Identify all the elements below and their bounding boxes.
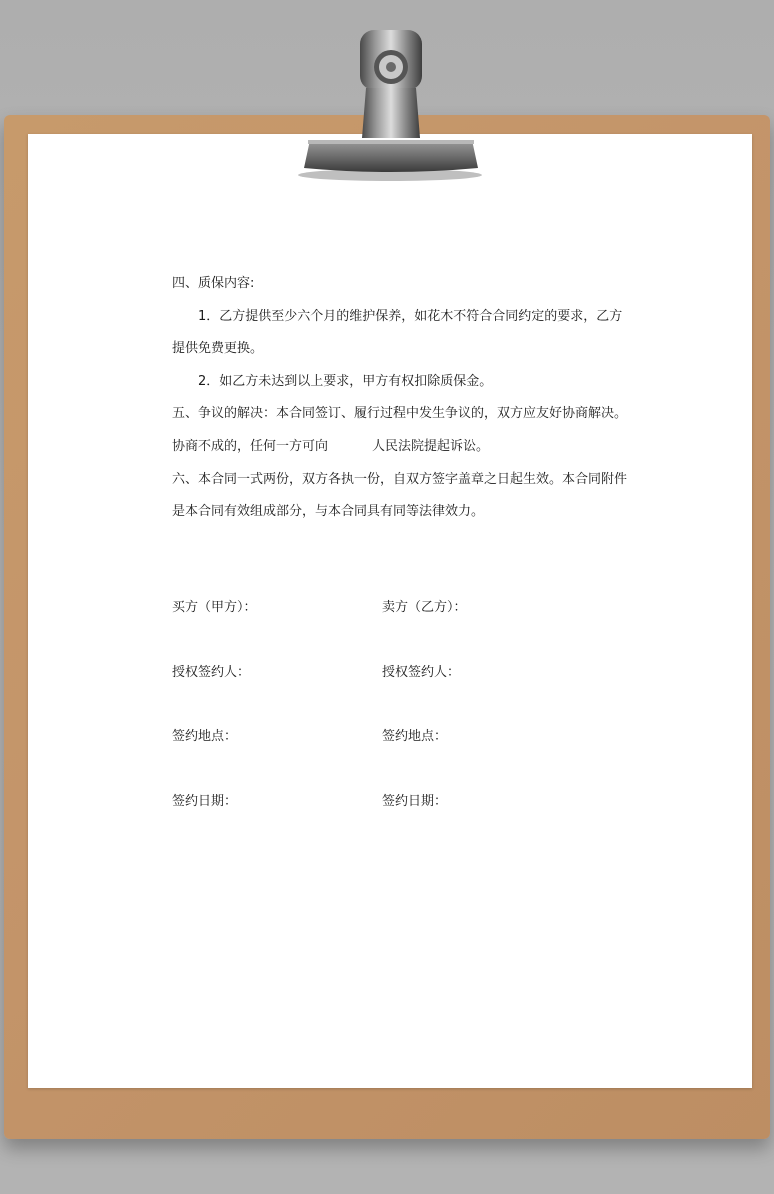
contract-body bbox=[172, 268, 628, 529]
section-6-line-2: 是本合同有效组成部分，与本合同具有同等法律效力。 bbox=[172, 504, 485, 520]
buyer-date-label: 签约日期： bbox=[172, 794, 238, 809]
buyer-place-label: 签约地点： bbox=[172, 729, 238, 744]
seller-place-label: 签约地点： bbox=[382, 729, 448, 744]
section-4-item-1-line-2: 提供免费更换。 bbox=[172, 341, 264, 357]
seller-label: 卖方（乙方）： bbox=[382, 600, 467, 615]
binder-clip-icon bbox=[0, 0, 774, 200]
section-5-line-2 bbox=[172, 431, 612, 464]
buyer-signatory-label: 授权签约人： bbox=[172, 665, 251, 680]
section-6-line-1: 六、本合同一式两份，双方各执一份，自双方签字盖章之日起生效。本合同附件 bbox=[172, 471, 628, 487]
section-4-title: 四、质保内容: bbox=[172, 276, 255, 291]
section-4-item-1-line-1: 1．乙方提供至少六个月的维护保养，如花木不符合合同约定的要求，乙方 bbox=[198, 308, 623, 324]
section-4-item-2: 2．如乙方未达到以上要求，甲方有权扣除质保金。 bbox=[198, 373, 493, 389]
seller-date-label: 签约日期： bbox=[382, 794, 448, 809]
section-5-line-2-end: 人民法院提起诉讼。 bbox=[372, 438, 490, 454]
seller-signatory-label: 授权签约人： bbox=[382, 665, 461, 680]
section-5-line-2-start: 协商不成的，任何一方可向 bbox=[172, 438, 329, 454]
buyer-label: 买方（甲方）： bbox=[172, 600, 257, 615]
section-5-line-1: 五、争议的解决：本合同签订、履行过程中发生争议的，双方应友好协商解决。 bbox=[172, 406, 628, 422]
